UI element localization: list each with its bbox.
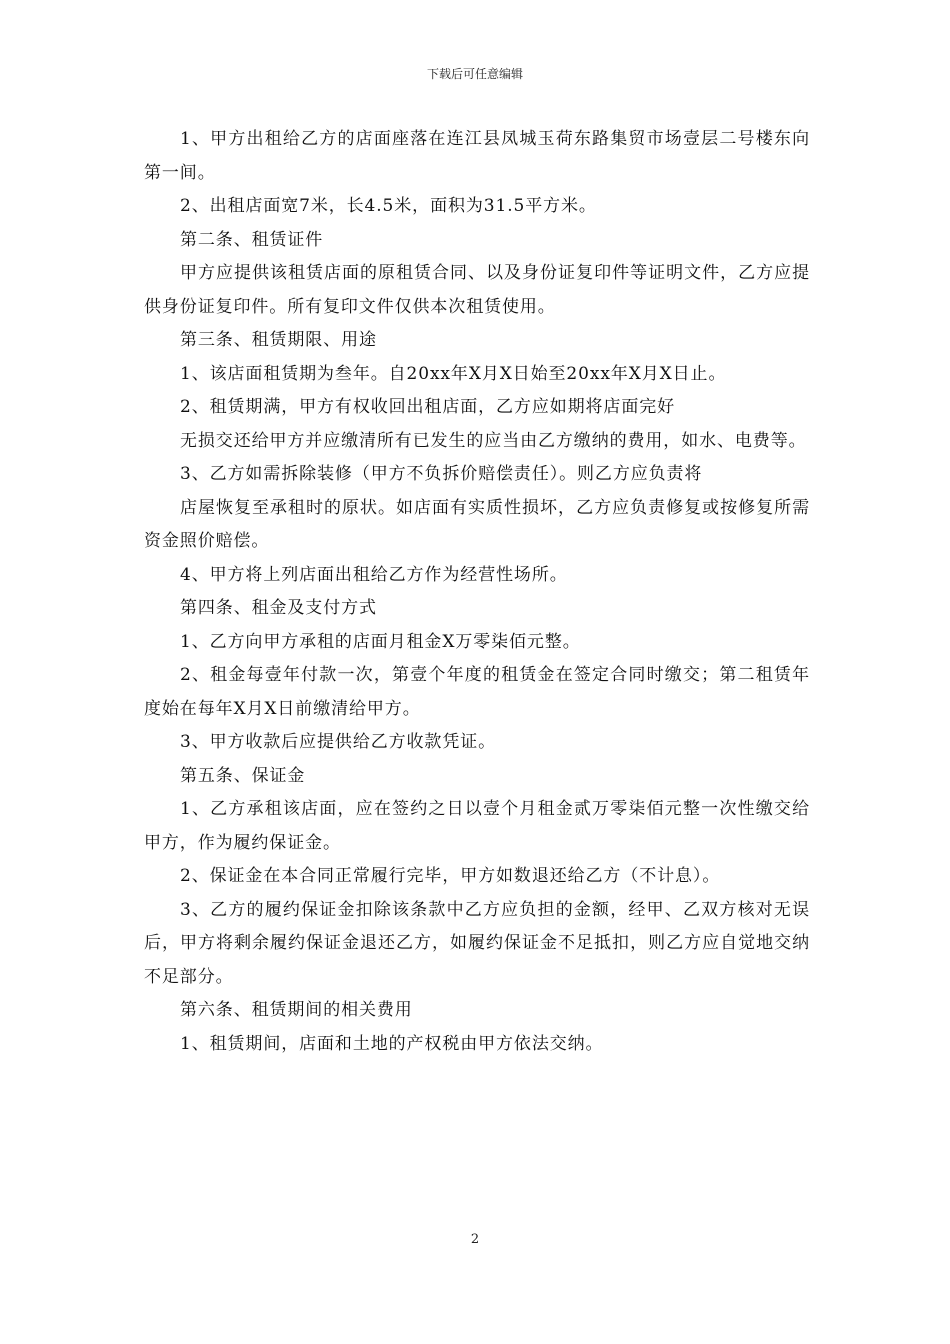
section-heading: 第三条、租赁期限、用途	[180, 330, 377, 350]
clause-paragraph: 2、出租店面宽7米，长4.5米，面积为31.5平方米。	[180, 196, 597, 216]
clause-paragraph: 3、甲方收款后应提供给乙方收款凭证。	[180, 732, 497, 752]
clause-paragraph: 4、甲方将上列店面出租给乙方作为经营性场所。	[180, 564, 568, 585]
clause-paragraph: 甲方应提供该租赁店面的原租赁合同、以及身份证复印件等证明文件，乙方应提供身份证复印件。所有复印文件仅供本次租赁使用。	[144, 263, 810, 317]
clause-paragraph: 2、租金每壹年付款一次，第壹个年度的租赁金在签定合同时缴交；第二租赁年度始在每年X月X日前缴清给甲方。	[144, 665, 810, 719]
clause-paragraph: 店屋恢复至承租时的原状。如店面有实质性损坏，乙方应负责修复或按修复所需资金照价赔偿。	[144, 497, 810, 551]
clause-paragraph: 1、乙方向甲方承租的店面月租金X万零柒佰元整。	[180, 631, 581, 652]
clause-paragraph: 1、甲方出租给乙方的店面座落在连江县凤城玉荷东路集贸市场壹层二号楼东向第一间。	[144, 129, 810, 183]
clause-paragraph: 1、乙方承租该店面，应在签约之日以壹个月租金贰万零柒佰元整一次性缴交给甲方，作为履约保证金。	[144, 799, 810, 853]
clause-paragraph: 1、租赁期间，店面和土地的产权税由甲方依法交纳。	[180, 1033, 604, 1054]
page-number: 2	[470, 1232, 480, 1247]
section-heading: 第五条、保证金	[180, 765, 306, 786]
clause-paragraph: 3、乙方的履约保证金扣除该条款中乙方应负担的金额，经甲、乙双方核对无误后，甲方将剩余履约保证金退还乙方，如履约保证金不足抵扣，则乙方应自觉地交纳不足部分。	[144, 899, 810, 987]
clause-paragraph: 无损交还给甲方并应缴清所有已发生的应当由乙方缴纳的费用，如水、电费等。	[180, 430, 807, 451]
document-body	[144, 123, 810, 1061]
clause-paragraph: 1、该店面租赁期为叁年。自20xx年X月X日始至20xx年X月X日止。	[180, 363, 727, 384]
clause-paragraph: 2、保证金在本合同正常履行完毕，甲方如数退还给乙方（不计息）。	[180, 866, 721, 886]
section-heading: 第四条、租金及支付方式	[180, 598, 377, 618]
clause-paragraph: 3、乙方如需拆除装修（甲方不负拆价赔偿责任）。则乙方应负责将	[180, 464, 703, 484]
section-heading: 第二条、租赁证件	[180, 229, 324, 250]
section-heading: 第六条、租赁期间的相关费用	[180, 1000, 413, 1020]
clause-paragraph: 2、租赁期满，甲方有权收回出租店面，乙方应如期将店面完好	[180, 397, 676, 417]
page-header: 下载后可任意编辑	[426, 67, 523, 81]
